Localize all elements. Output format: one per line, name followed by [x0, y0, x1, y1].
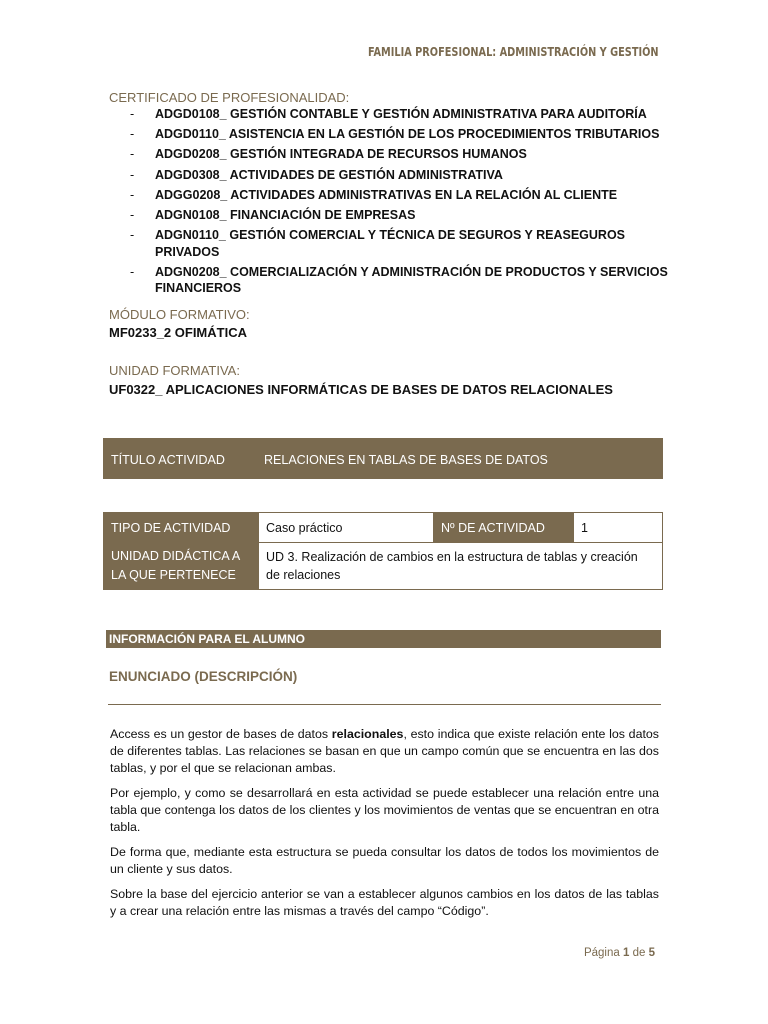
titulo-actividad-bar	[103, 438, 663, 479]
paragraph: De forma que, mediante esta estructura se pueda consultar los datos de todos los movimientos de un cliente y sus datos.	[110, 845, 659, 876]
unidad-didactica-value: UD 3. Realización de cambios en la estructura de tablas y creación de relaciones	[259, 543, 663, 590]
unidad-didactica-label: UNIDAD DIDÁCTICA A LA QUE PERTENECE	[104, 543, 259, 590]
paragraph: Sobre la base del ejercicio anterior se van a establecer algunos cambios en los datos de las tablas y a crear una relación entre las mismas a través del campo “Código”.	[110, 887, 659, 918]
page-header: FAMILIA PROFESIONAL: ADMINISTRACIÓN Y GESTIÓN	[368, 44, 659, 59]
modulo-label: MÓDULO FORMATIVO:	[109, 307, 250, 322]
paragraph: Access es un gestor de bases de datos relacionales, esto indica que existe relación ente los datos de diferentes tablas. Las relaciones se basan en que un campo común que se encuentra en las dos tablas, y por el que se relacionan ambas.	[110, 727, 659, 775]
list-item: - ADGG0208_ ACTIVIDADES ADMINISTRATIVAS EN LA RELACIÓN AL CLIENTE	[130, 187, 618, 202]
list-item: - ADGD0108_ GESTIÓN CONTABLE Y GESTIÓN ADMINISTRATIVA PARA AUDITORÍA	[130, 107, 647, 121]
table-row	[104, 543, 663, 590]
enunciado-title: ENUNCIADO (DESCRIPCIÓN)	[109, 669, 298, 684]
paragraph: Por ejemplo, y como se desarrollará en esta actividad se puede establecer una relación entre una tabla que contenga los datos de los clientes y los movimientos de ventas que se encuentran en otra tabla.	[110, 786, 659, 834]
enunciado-body	[110, 726, 659, 928]
titulo-value: RELACIONES EN TABLAS DE BASES DE DATOS	[264, 453, 548, 467]
alumno-bar: INFORMACIÓN PARA EL ALUMNO	[106, 630, 661, 648]
tipo-value: Caso práctico	[259, 513, 434, 543]
list-item: - ADGD0308_ ACTIVIDADES DE GESTIÓN ADMINISTRATIVA	[130, 167, 503, 182]
table-row	[104, 513, 663, 543]
list-item: - ADGN0108_ FINANCIACIÓN DE EMPRESAS	[130, 207, 416, 222]
titulo-label: TÍTULO ACTIVIDAD	[111, 453, 225, 467]
list-item: - ADGN0110_ GESTIÓN COMERCIAL Y TÉCNICA DE SEGUROS Y REASEGUROS PRIVADOS	[130, 228, 626, 259]
actividad-table	[103, 512, 663, 590]
numero-label: Nº DE ACTIVIDAD	[434, 513, 574, 543]
certificado-list	[130, 106, 670, 301]
list-item: - ADGD0208_ GESTIÓN INTEGRADA DE RECURSOS HUMANOS	[130, 147, 527, 162]
list-item: - ADGD0110_ ASISTENCIA EN LA GESTIÓN DE LOS PROCEDIMIENTOS TRIBUTARIOS	[130, 127, 660, 142]
numero-value: 1	[574, 513, 663, 543]
page-number: Página 1 de 5	[583, 947, 655, 959]
certificado-label: CERTIFICADO DE PROFESIONALIDAD:	[109, 90, 350, 105]
unidad-value: UF0322_ APLICACIONES INFORMÁTICAS DE BASES DE DATOS RELACIONALES	[109, 382, 613, 397]
tipo-label: TIPO DE ACTIVIDAD	[104, 513, 259, 543]
unidad-label: UNIDAD FORMATIVA:	[109, 363, 240, 378]
divider	[108, 704, 661, 705]
modulo-value: MF0233_2 OFIMÁTICA	[109, 325, 247, 340]
list-item: - ADGN0208_ COMERCIALIZACIÓN Y ADMINISTRACIÓN DE PRODUCTOS Y SERVICIOS FINANCIEROS	[130, 264, 668, 296]
